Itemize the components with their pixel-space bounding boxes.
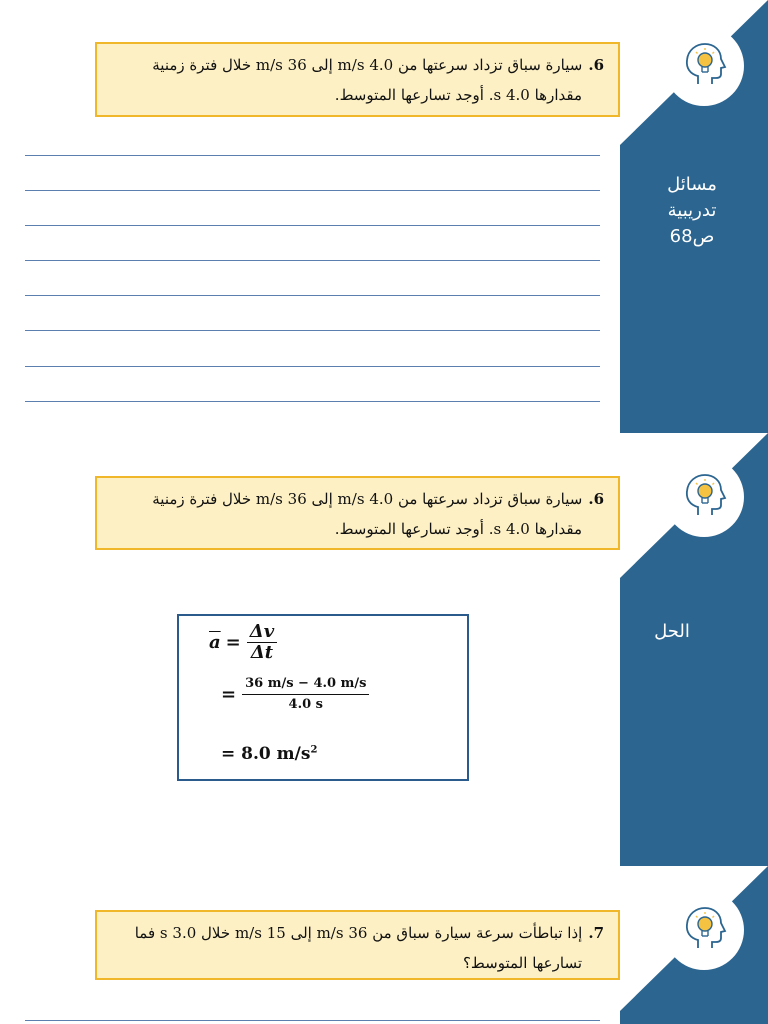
answer-line [25, 155, 600, 156]
question-line-1: 7.إذا تباطأت سرعة سيارة سباق من 36 m/s إلى 15 m/s خلال 3.0 s فما [134, 924, 604, 942]
icon-badge [664, 890, 744, 970]
formula-substitution [221, 674, 369, 715]
question-line-1: 6.سيارة سباق تزداد سرعتها من 4.0 m/s إلى 36 m/s خلال فترة زمنية [152, 56, 604, 74]
side-title-line-3: ص68 [669, 226, 715, 247]
icon-badge [664, 26, 744, 106]
question-number: 6. [588, 56, 604, 74]
equals-sign: = [225, 632, 241, 653]
average-acceleration-symbol: $\overline{a}$ [209, 632, 221, 653]
question-line-2: تسارعها المتوسط؟ [462, 954, 582, 972]
denominator: 4.0 s [288, 697, 323, 712]
answer-line [25, 330, 600, 331]
head-lightbulb-icon [676, 902, 732, 958]
answer-line [25, 225, 600, 226]
side-title-line-1: مسائل [667, 174, 717, 195]
slide-solution [0, 433, 768, 866]
question-line-2: مقدارها 4.0 s. أوجد تسارعها المتوسط. [334, 86, 582, 104]
fraction-substitution [242, 674, 369, 715]
question-box [95, 42, 620, 117]
side-title-line-2: تدريبية [667, 200, 717, 221]
answer-line [25, 366, 600, 367]
formula-definition [209, 622, 277, 663]
equals-sign: = [221, 684, 237, 705]
fraction-definition [247, 622, 277, 663]
question-number: 7. [588, 924, 604, 942]
question-box [95, 910, 620, 980]
solution-box [177, 614, 469, 781]
slide-practice-problems [0, 0, 768, 433]
delta-v: Δv [247, 622, 277, 643]
delta-t: Δt [250, 642, 274, 663]
answer-line [25, 190, 600, 191]
slide-practice-problem-7 [0, 866, 768, 1024]
numerator: 36 m/s − 4.0 m/s [242, 674, 369, 695]
head-lightbulb-icon [676, 38, 732, 94]
formula-result: = 8.0 $m/s^2$ [221, 744, 318, 764]
exponent: 2 [310, 744, 318, 756]
question-box [95, 476, 620, 550]
head-lightbulb-icon [676, 469, 732, 525]
side-title: الحل [654, 621, 690, 642]
answer-line [25, 295, 600, 296]
answer-line [25, 401, 600, 402]
side-title [640, 172, 744, 250]
answer-line [25, 260, 600, 261]
question-line-1: 6.سيارة سباق تزداد سرعتها من 4.0 m/s إلى 36 m/s خلال فترة زمنية [152, 490, 604, 508]
answer-line [25, 1020, 600, 1021]
question-line-2: مقدارها 4.0 s. أوجد تسارعها المتوسط. [334, 520, 582, 538]
icon-badge [664, 457, 744, 537]
question-number: 6. [588, 490, 604, 508]
